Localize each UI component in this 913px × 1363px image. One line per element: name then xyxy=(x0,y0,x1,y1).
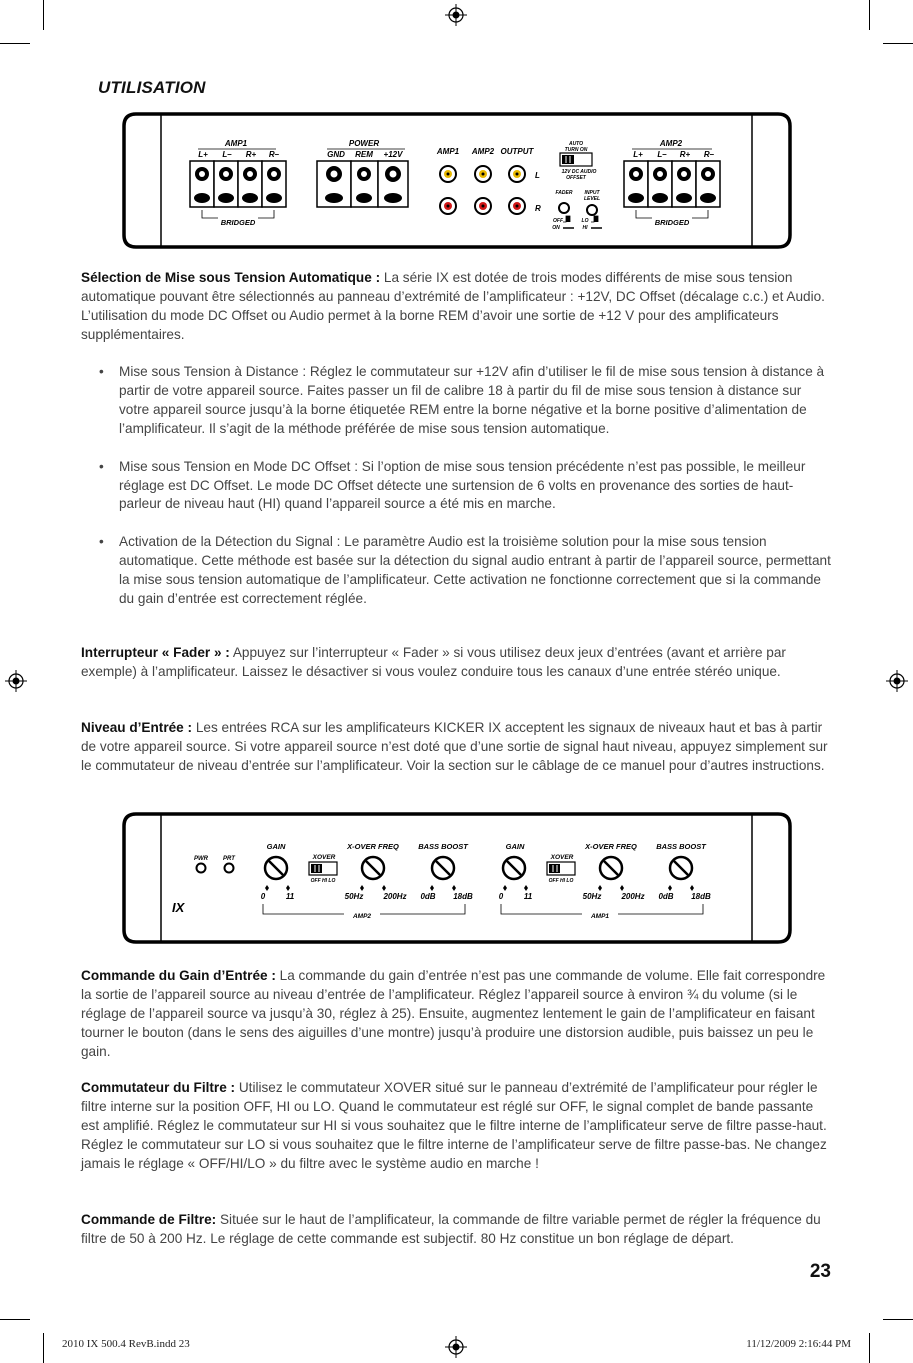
offset-label: OFFSET xyxy=(566,175,586,181)
crop-mark xyxy=(883,1319,913,1320)
section-title: UTILISATION xyxy=(98,78,206,97)
ix-logo: IX xyxy=(172,900,185,915)
paragraph-text: La commande du gain d’entrée n’est pas une commande de volume. Elle fait correspondre la sortie de l’appareil source au niveau d’entrée de l’amplificateur. Réglez l’appareil source à environ ¾ du volume (si le réglage de l’appareil source va jusqu’à 30, réglez à 25). Ensuite, augmentez lentement le gain de l’amplificateur en faisant tourner le bouton (dans le sens des aiguilles d’une montre) jusqu’à produire une distorsion audible, puis baissez un peu le gain. xyxy=(81,968,826,1059)
registration-mark-icon xyxy=(445,4,467,26)
rca-label: AMP2 xyxy=(471,147,495,156)
page-number: 23 xyxy=(809,1261,831,1282)
terminal-label: R– xyxy=(268,150,280,159)
terminal-label: +12V xyxy=(383,150,403,159)
channel-l-label: L xyxy=(535,171,540,180)
registration-mark-icon xyxy=(445,1336,467,1358)
paragraph-fader xyxy=(81,644,833,682)
hi-label: HI xyxy=(582,225,588,231)
on-label: ON xyxy=(552,225,560,231)
amp2-speaker-terminals xyxy=(624,161,720,207)
amp2-group-label: AMP2 xyxy=(352,913,372,920)
list-item-text: Mise sous Tension en Mode DC Offset : Si l’option de mise sous tension précédente n’est pas possible, le meilleur réglage est DC Offset. Le mode DC Offset détecte une surtension de 6 volts en provenance des sorties de haut-parleur de niveau haut (HI) quand l’appareil source a été mis en marche. xyxy=(119,458,806,512)
bass-boost-label: BASS BOOST xyxy=(656,842,706,851)
terminal-label: L+ xyxy=(198,150,208,159)
pwr-label: PWR xyxy=(194,856,208,862)
freq-max-label: 200Hz xyxy=(621,892,645,901)
amp1-group-label: AMP1 xyxy=(590,913,610,920)
terminal-label: REM xyxy=(355,150,373,159)
off-label: OFF xyxy=(553,218,563,224)
gain-label: GAIN xyxy=(505,842,525,851)
gain-max-label: 11 xyxy=(523,892,533,901)
freq-min-label: 50Hz xyxy=(582,892,602,901)
rca-label: AMP1 xyxy=(436,147,460,156)
gain-max-label: 11 xyxy=(285,892,295,901)
bass-boost-label: BASS BOOST xyxy=(418,842,468,851)
bridged-label: BRIDGED xyxy=(220,218,256,227)
pwr-led-icon xyxy=(197,864,206,873)
xover-freq-label: X-OVER FREQ xyxy=(585,842,637,851)
auto-turn-on-label: AUTO xyxy=(568,141,584,147)
crop-mark xyxy=(0,43,30,44)
xover-modes-label: OFF HI LO xyxy=(548,878,574,884)
gain-min-label: 0 xyxy=(260,892,266,901)
xover-switch xyxy=(311,864,322,873)
paragraph-text: Utilisez le commutateur XOVER situé sur le panneau d’extrémité de l’amplificateur pour régler le filtre interne sur la position OFF, HI ou LO. Quand le commutateur est réglé sur OFF, le signal complet de bande passante est amplifié. Réglez le commutateur sur HI si vous souhaitez que le filtre interne de l’amplificateur serve de filtre passe-haut. Réglez le commutateur sur LO si vous souhaitez que le filtre interne de l’amplificateur serve de filtre passe-bas. Ne changez jamais le réglage « OFF/HI/LO » du filtre avec le système audio en marche ! xyxy=(81,1080,827,1171)
boost-min-label: 0dB xyxy=(658,892,674,901)
terminal-label: R– xyxy=(703,150,715,159)
gain-label: GAIN xyxy=(266,842,286,851)
terminal-label: GND xyxy=(327,150,345,159)
paragraph-filter-control xyxy=(81,1211,833,1249)
footer-file-name: 2010 IX 500.4 RevB.indd 23 xyxy=(62,1338,190,1350)
power-terminals xyxy=(317,161,408,207)
paragraph-lead: Interrupteur « Fader » : xyxy=(81,645,230,660)
auto-turn-on-label: TURN ON xyxy=(564,147,588,153)
terminal-label: R+ xyxy=(679,150,691,159)
power-label: POWER xyxy=(348,139,380,148)
registration-mark-icon xyxy=(5,670,27,692)
bullet-dot: • xyxy=(99,364,104,379)
bullet-dot: • xyxy=(99,458,104,474)
fader-label: FADER xyxy=(555,190,573,196)
bridged-label: BRIDGED xyxy=(654,218,690,227)
xover-freq-label: X-OVER FREQ xyxy=(347,842,399,851)
footer-timestamp: 11/12/2009 2:16:44 PM xyxy=(746,1338,851,1350)
boost-max-label: 18dB xyxy=(691,892,711,901)
paragraph-text: Appuyez sur l’interrupteur « Fader » si vous utilisez deux jeux d’entrées (avant et arrière par exemple) à l’amplificateur. Laissez le désactiver si vous voulez conduire tous les canaux d’une entrée stéréo unique. xyxy=(81,645,786,679)
paragraph-auto-turn-on xyxy=(81,269,833,345)
input-level-label: INPUT xyxy=(584,190,600,196)
auto-turn-on-switch xyxy=(562,155,574,164)
paragraph-text: Située sur le haut de l’amplificateur, la commande de filtre variable permet de régler la fréquence du filtre de 50 à 200 Hz. Le réglage de cette commande est subjectif. 80 Hz constitue un bon réglage de départ. xyxy=(81,1212,821,1246)
paragraph-lead: Niveau d’Entrée : xyxy=(81,720,193,735)
crop-mark xyxy=(43,1333,44,1363)
amp2-label: AMP2 xyxy=(659,139,683,148)
bullet-list xyxy=(99,363,834,609)
paragraph-lead: Commande du Gain d’Entrée : xyxy=(81,968,276,983)
crop-mark xyxy=(43,0,44,30)
terminal-label: R+ xyxy=(245,150,257,159)
rca-label: OUTPUT xyxy=(500,147,534,156)
crop-mark xyxy=(0,1319,30,1320)
list-item xyxy=(99,363,834,439)
freq-max-label: 200Hz xyxy=(383,892,407,901)
amp-control-panel-diagram xyxy=(122,812,792,946)
prt-led-icon xyxy=(225,864,234,873)
input-level-label: LEVEL xyxy=(583,196,601,202)
channel-r-label: R xyxy=(535,204,541,213)
amp-end-panel-diagram xyxy=(122,112,792,249)
paragraph-text: Les entrées RCA sur les amplificateurs KICKER IX acceptent les signaux de niveaux haut et bas à partir de votre appareil source. Si votre appareil source n’est doté que d’une sortie de signal haut niveau, appuyez simplement sur le commutateur de niveau d’entrée sur l’amplificateur. Voir la section sur le câblage de ce manuel pour d’autres instructions. xyxy=(81,720,828,773)
terminal-label: L– xyxy=(657,150,667,159)
paragraph-text: La série IX est dotée de trois modes différents de mise sous tension automatique pouvant être sélectionnés au panneau d’extrémité de l’amplificateur : +12V, DC Offset (décalage c.c.) et Audio. L’utilisation du mode DC Offset ou Audio permet à la borne REM d’avoir une sortie de +12 V pour des amplificateurs supplémentaires. xyxy=(81,270,825,342)
list-item xyxy=(99,533,834,609)
paragraph-input-level xyxy=(81,719,833,776)
lo-label: LO xyxy=(581,218,589,224)
registration-mark-icon xyxy=(886,670,908,692)
paragraph-lead: Sélection de Mise sous Tension Automatique : xyxy=(81,270,381,285)
gain-min-label: 0 xyxy=(498,892,504,901)
freq-min-label: 50Hz xyxy=(344,892,364,901)
paragraph-filter-switch xyxy=(81,1079,833,1174)
terminal-label: L– xyxy=(222,150,232,159)
boost-min-label: 0dB xyxy=(420,892,436,901)
terminal-label: L+ xyxy=(633,150,643,159)
fader-button xyxy=(559,203,569,213)
paragraph-lead: Commande de Filtre: xyxy=(81,1212,217,1227)
bullet-dot: • xyxy=(99,534,104,550)
paragraph-gain xyxy=(81,967,833,1062)
prt-label: PRT xyxy=(223,856,235,862)
input-level-button xyxy=(587,205,597,215)
crop-mark xyxy=(869,0,870,30)
xover-label: XOVER xyxy=(550,854,574,861)
list-item xyxy=(99,458,834,515)
xover-switch xyxy=(549,864,560,873)
boost-max-label: 18dB xyxy=(453,892,473,901)
switch-modes-label: 12V DC AUDIO xyxy=(561,169,597,175)
xover-label: XOVER xyxy=(312,854,336,861)
crop-mark xyxy=(869,1333,870,1363)
xover-modes-label: OFF HI LO xyxy=(310,878,336,884)
amp1-speaker-terminals xyxy=(190,161,286,207)
list-item-text: Activation de la Détection du Signal : Le paramètre Audio est la troisième solution pour la mise sous tension automatique. Cette méthode est basée sur la détection du signal audio entrant à partir de l’appareil source, permettant la mise sous tension automatique de l’amplificateur. Cette activation ne fonctionne correctement que si la commande du gain d’entrée est correctement réglée. xyxy=(119,534,831,607)
crop-mark xyxy=(883,43,913,44)
paragraph-lead: Commutateur du Filtre : xyxy=(81,1080,236,1095)
list-item-text: Mise sous Tension à Distance : Réglez le commutateur sur +12V afin d’utiliser le fil de mise sous tension à distance à partir de votre appareil source. Faites passer un fil de calibre 18 à partir du fil de mise sous tension à distance sur votre appareil source jusqu’à la borne étiquetée REM entre la borne négative et la borne positive d’alimentation de l’amplificateur. Il s’agit de la méthode préférée de mise sous tension automatique. xyxy=(119,364,825,436)
amp1-label: AMP1 xyxy=(224,139,248,148)
